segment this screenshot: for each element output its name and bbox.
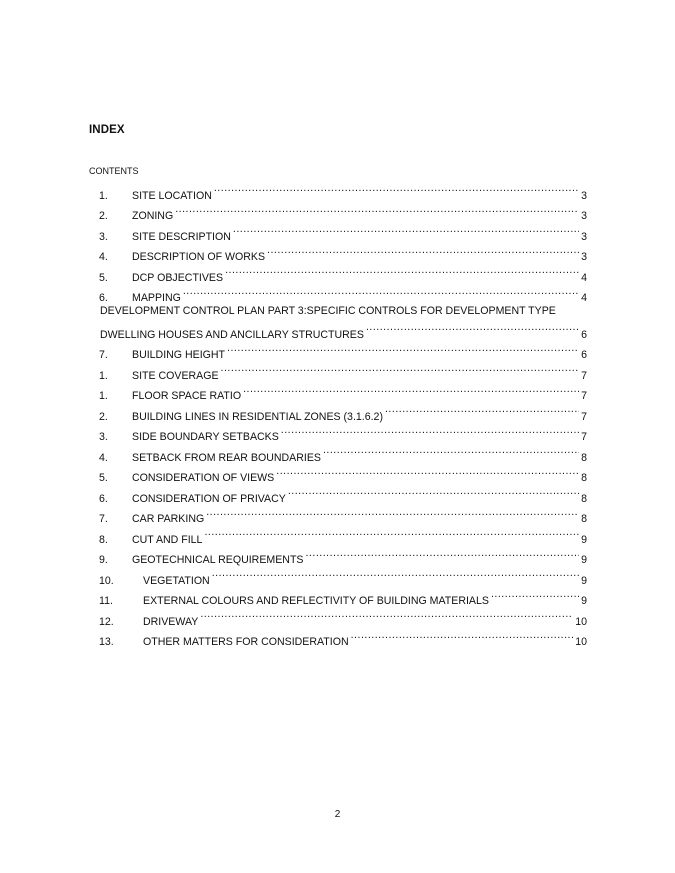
toc-section-line2 — [100, 317, 587, 341]
toc-entry-page: 8 — [581, 513, 587, 525]
toc-dot-leader — [366, 317, 579, 338]
page-number: 2 — [334, 809, 341, 820]
toc-entry-number: 1. — [99, 369, 108, 382]
toc-dot-leader — [305, 543, 579, 564]
toc-entry-page: 4 — [581, 271, 587, 284]
toc-entry-title: SITE COVERAGE — [132, 369, 219, 382]
toc-entry-number: 3. — [99, 431, 108, 443]
toc-entry-page: 9 — [581, 533, 587, 546]
toc-entry-number: 13. — [99, 636, 114, 648]
toc-entry-page: 10 — [575, 615, 587, 628]
toc-entry-page: 8 — [581, 451, 587, 464]
toc-entry-page: 7 — [581, 431, 587, 443]
toc-entry-number: 12. — [99, 615, 114, 628]
toc-entry[interactable] — [89, 178, 587, 202]
toc-dot-leader — [183, 281, 579, 302]
toc-entry-title: CONSIDERATION OF VIEWS — [132, 472, 275, 484]
toc-dot-leader — [204, 522, 579, 543]
toc-entry-number: 11. — [99, 595, 113, 607]
toc-dot-leader — [214, 178, 579, 199]
toc-section-title-line1: DEVELOPMENT CONTROL PLAN PART 3:SPECIFIC CONTROLS FOR DEVELOPMENT TYPE — [100, 305, 556, 317]
toc-entry-title: SETBACK FROM REAR BOUNDARIES — [132, 451, 321, 464]
toc-section-title-line2: DWELLING HOUSES AND ANCILLARY STRUCTURES — [100, 328, 364, 341]
toc-entry-title: DESCRIPTION OF WORKS — [132, 251, 266, 263]
toc-entry-page: 7 — [581, 369, 587, 382]
toc-dot-leader — [200, 604, 573, 625]
toc-entry-number: 1. — [99, 390, 108, 402]
toc-group-secondary — [89, 338, 587, 646]
toc-entry-title: DRIVEWAY — [143, 615, 199, 628]
toc-group-primary — [89, 178, 587, 304]
toc-dot-leader — [351, 625, 574, 646]
toc-dot-leader — [175, 199, 579, 220]
contents-label: CONTENTS — [89, 166, 139, 176]
toc-entry-page: 9 — [581, 554, 587, 566]
toc-dot-leader — [267, 240, 579, 261]
toc-entry-number: 2. — [99, 210, 108, 222]
toc-section-page: 6 — [581, 328, 587, 341]
toc-entry-page: 3 — [581, 251, 587, 263]
toc-entry-number: 4. — [99, 251, 108, 263]
toc-dot-leader — [221, 358, 580, 379]
toc-entry-title: VEGETATION — [143, 574, 210, 587]
toc-section-entry[interactable] — [89, 301, 587, 341]
table-of-contents — [89, 178, 587, 648]
toc-entry-number: 1. — [99, 189, 108, 202]
toc-entry-page: 9 — [581, 574, 587, 587]
toc-entry-page: 3 — [581, 210, 587, 222]
toc-entry-title: CUT AND FILL — [132, 533, 203, 546]
toc-entry-title: ZONING — [132, 210, 174, 222]
toc-dot-leader — [227, 338, 579, 359]
toc-dot-leader — [281, 420, 579, 441]
toc-entry-title: EXTERNAL COLOURS AND REFLECTIVITY OF BUILDING MATERIALS — [143, 595, 489, 607]
toc-dot-leader — [225, 260, 579, 281]
toc-entry-title: CONSIDERATION OF PRIVACY — [132, 492, 286, 505]
toc-dot-leader — [385, 399, 579, 420]
toc-dot-leader — [243, 379, 579, 400]
toc-entry-page: 8 — [581, 492, 587, 505]
toc-entry-number: 5. — [99, 472, 108, 484]
toc-entry-number: 7. — [99, 513, 108, 525]
toc-entry-title: FLOOR SPACE RATIO — [132, 390, 242, 402]
toc-entry-title: DCP OBJECTIVES — [132, 271, 224, 284]
toc-dot-leader — [323, 440, 579, 461]
toc-entry-page: 7 — [581, 410, 587, 423]
toc-entry-title: BUILDING HEIGHT — [132, 349, 226, 361]
toc-entry-page: 8 — [581, 472, 587, 484]
toc-entry-page: 9 — [581, 595, 587, 607]
toc-dot-leader — [233, 219, 579, 240]
toc-entry-page: 3 — [581, 230, 587, 243]
toc-entry-number: 7. — [99, 349, 108, 361]
toc-entry-number: 5. — [99, 271, 108, 284]
toc-entry-number: 2. — [99, 410, 108, 423]
toc-entry-number: 6. — [99, 292, 108, 304]
toc-entry-number: 9. — [99, 554, 108, 566]
toc-dot-leader — [491, 584, 579, 605]
toc-dot-leader — [276, 461, 579, 482]
toc-entry-number: 6. — [99, 492, 108, 505]
toc-entry-page: 4 — [581, 292, 587, 304]
toc-entry-number: 3. — [99, 230, 108, 243]
toc-entry-number: 10. — [99, 574, 114, 587]
toc-entry-page: 6 — [581, 349, 587, 361]
toc-entry-page: 7 — [581, 390, 587, 402]
index-heading: INDEX — [89, 124, 125, 136]
toc-entry-title: SITE LOCATION — [132, 189, 212, 202]
toc-entry-number: 4. — [99, 451, 108, 464]
toc-entry-page: 3 — [581, 189, 587, 202]
toc-dot-leader — [212, 563, 579, 584]
toc-dot-leader — [288, 481, 579, 502]
toc-entry-title: SIDE BOUNDARY SETBACKS — [132, 431, 279, 443]
toc-entry-title: BUILDING LINES IN RESIDENTIAL ZONES (3.1.6.2) — [132, 410, 383, 423]
toc-entry-page: 10 — [575, 636, 587, 648]
toc-entry-title: SITE DESCRIPTION — [132, 230, 231, 243]
toc-entry-title: CAR PARKING — [132, 513, 205, 525]
toc-entry-number: 8. — [99, 533, 108, 546]
toc-entry-title: OTHER MATTERS FOR CONSIDERATION — [143, 636, 349, 648]
toc-dot-leader — [206, 502, 579, 523]
toc-entry-title: MAPPING — [132, 292, 181, 304]
toc-entry-title: GEOTECHNICAL REQUIREMENTS — [132, 554, 304, 566]
